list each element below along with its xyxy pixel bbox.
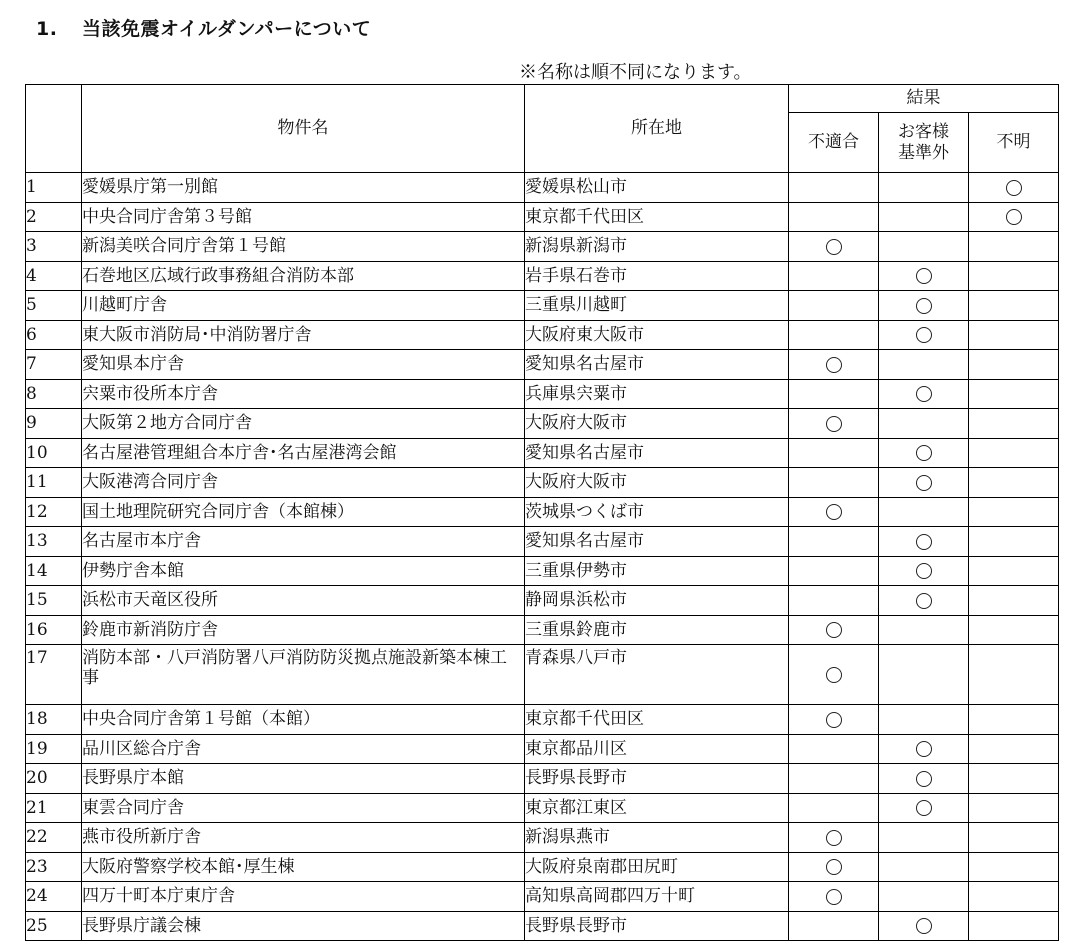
property-address: 東京都品川区 — [525, 734, 789, 764]
row-number: 4 — [26, 261, 82, 291]
table-row — [26, 911, 1059, 941]
result-unknown-cell — [969, 379, 1059, 409]
result-unknown-cell — [969, 291, 1059, 321]
result-outside-customer-criteria-cell — [879, 350, 969, 380]
header-row-1 — [26, 85, 1059, 113]
row-number: 6 — [26, 320, 82, 350]
result-unknown-cell — [969, 409, 1059, 439]
result-nonconforming-cell — [789, 793, 879, 823]
property-address: 大阪府大阪市 — [525, 468, 789, 498]
row-number: 20 — [26, 764, 82, 794]
circle-mark-icon — [916, 800, 932, 816]
table-row — [26, 438, 1059, 468]
row-number: 18 — [26, 705, 82, 735]
result-nonconforming-cell — [789, 645, 879, 705]
result-nonconforming-cell — [789, 379, 879, 409]
property-address: 愛知県名古屋市 — [525, 350, 789, 380]
row-number: 10 — [26, 438, 82, 468]
result-unknown-cell — [969, 350, 1059, 380]
row-number: 1 — [26, 173, 82, 203]
circle-mark-icon — [826, 830, 842, 846]
result-nonconforming-cell — [789, 291, 879, 321]
header-address: 所在地 — [525, 85, 789, 173]
result-unknown-cell — [969, 497, 1059, 527]
result-outside-customer-criteria-cell — [879, 232, 969, 262]
property-address: 大阪府泉南郡田尻町 — [525, 852, 789, 882]
table-row — [26, 261, 1059, 291]
circle-mark-icon — [826, 622, 842, 638]
result-nonconforming-cell — [789, 350, 879, 380]
result-nonconforming-cell — [789, 173, 879, 203]
property-name: 愛知県本庁舎 — [82, 350, 525, 380]
result-nonconforming-cell — [789, 911, 879, 941]
result-outside-customer-criteria-cell — [879, 173, 969, 203]
circle-mark-icon — [916, 593, 932, 609]
property-name: 愛媛県庁第一別館 — [82, 173, 525, 203]
result-unknown-cell — [969, 852, 1059, 882]
table-row — [26, 409, 1059, 439]
result-outside-customer-criteria-cell — [879, 734, 969, 764]
row-number: 17 — [26, 645, 82, 705]
result-nonconforming-cell — [789, 261, 879, 291]
section-number: 1. — [36, 18, 58, 40]
property-name: 東大阪市消防局･中消防署庁舎 — [82, 320, 525, 350]
result-unknown-cell — [969, 556, 1059, 586]
property-name: 名古屋市本庁舎 — [82, 527, 525, 557]
result-unknown-cell — [969, 823, 1059, 853]
row-number: 13 — [26, 527, 82, 557]
result-unknown-cell — [969, 438, 1059, 468]
result-outside-customer-criteria-cell — [879, 764, 969, 794]
section-heading — [36, 14, 371, 41]
circle-mark-icon — [916, 445, 932, 461]
row-number: 25 — [26, 911, 82, 941]
result-unknown-cell — [969, 645, 1059, 705]
circle-mark-icon — [916, 918, 932, 934]
property-name: 四万十町本庁東庁舎 — [82, 882, 525, 912]
header-unknown: 不明 — [969, 113, 1059, 173]
result-nonconforming-cell — [789, 497, 879, 527]
row-number: 11 — [26, 468, 82, 498]
table-row — [26, 764, 1059, 794]
result-unknown-cell — [969, 261, 1059, 291]
result-unknown-cell — [969, 705, 1059, 735]
result-nonconforming-cell — [789, 615, 879, 645]
property-name: 長野県庁議会棟 — [82, 911, 525, 941]
result-unknown-cell — [969, 911, 1059, 941]
property-address: 高知県高岡郡四万十町 — [525, 882, 789, 912]
property-address: 静岡県浜松市 — [525, 586, 789, 616]
result-nonconforming-cell — [789, 527, 879, 557]
property-name: 品川区総合庁舎 — [82, 734, 525, 764]
table-row — [26, 320, 1059, 350]
property-address: 大阪府東大阪市 — [525, 320, 789, 350]
result-outside-customer-criteria-cell — [879, 438, 969, 468]
result-unknown-cell — [969, 764, 1059, 794]
table-row — [26, 468, 1059, 498]
result-unknown-cell — [969, 320, 1059, 350]
result-outside-customer-criteria-cell — [879, 261, 969, 291]
result-unknown-cell — [969, 527, 1059, 557]
result-nonconforming-cell — [789, 852, 879, 882]
damper-property-table — [25, 84, 1059, 941]
property-address: 三重県伊勢市 — [525, 556, 789, 586]
result-outside-customer-criteria-cell — [879, 379, 969, 409]
table-row — [26, 734, 1059, 764]
circle-mark-icon — [826, 889, 842, 905]
property-name: 宍粟市役所本庁舎 — [82, 379, 525, 409]
result-outside-customer-criteria-cell — [879, 793, 969, 823]
property-address: 茨城県つくば市 — [525, 497, 789, 527]
property-name: 長野県庁本館 — [82, 764, 525, 794]
table-body — [26, 173, 1059, 941]
row-number: 23 — [26, 852, 82, 882]
circle-mark-icon — [826, 712, 842, 728]
circle-mark-icon — [916, 741, 932, 757]
property-address: 兵庫県宍粟市 — [525, 379, 789, 409]
header-property-name: 物件名 — [82, 85, 525, 173]
result-nonconforming-cell — [789, 823, 879, 853]
property-name: 東雲合同庁舎 — [82, 793, 525, 823]
section-title: 当該免震オイルダンパーについて — [82, 18, 372, 40]
circle-mark-icon — [826, 239, 842, 255]
row-number: 14 — [26, 556, 82, 586]
row-number: 16 — [26, 615, 82, 645]
circle-mark-icon — [916, 771, 932, 787]
result-nonconforming-cell — [789, 705, 879, 735]
property-name: 大阪港湾合同庁舎 — [82, 468, 525, 498]
table-row — [26, 232, 1059, 262]
result-nonconforming-cell — [789, 764, 879, 794]
table-row — [26, 497, 1059, 527]
table-row — [26, 350, 1059, 380]
circle-mark-icon — [916, 298, 932, 314]
result-nonconforming-cell — [789, 202, 879, 232]
result-nonconforming-cell — [789, 468, 879, 498]
circle-mark-icon — [916, 386, 932, 402]
property-address: 愛媛県松山市 — [525, 173, 789, 203]
table-row — [26, 379, 1059, 409]
row-number: 2 — [26, 202, 82, 232]
result-unknown-cell — [969, 586, 1059, 616]
result-nonconforming-cell — [789, 882, 879, 912]
result-outside-customer-criteria-cell — [879, 823, 969, 853]
result-outside-customer-criteria-cell — [879, 497, 969, 527]
property-address: 大阪府大阪市 — [525, 409, 789, 439]
property-address: 愛知県名古屋市 — [525, 527, 789, 557]
row-number: 21 — [26, 793, 82, 823]
result-outside-customer-criteria-cell — [879, 882, 969, 912]
property-name: 中央合同庁舎第３号館 — [82, 202, 525, 232]
property-name: 大阪第２地方合同庁舎 — [82, 409, 525, 439]
property-address: 新潟県燕市 — [525, 823, 789, 853]
property-name: 石巻地区広域行政事務組合消防本部 — [82, 261, 525, 291]
result-nonconforming-cell — [789, 586, 879, 616]
circle-mark-icon — [916, 268, 932, 284]
table-row — [26, 852, 1059, 882]
result-unknown-cell — [969, 793, 1059, 823]
property-address: 岩手県石巻市 — [525, 261, 789, 291]
result-outside-customer-criteria-cell — [879, 645, 969, 705]
result-outside-customer-criteria-cell — [879, 911, 969, 941]
row-number: 8 — [26, 379, 82, 409]
table-row — [26, 823, 1059, 853]
property-address: 東京都千代田区 — [525, 705, 789, 735]
property-address: 東京都江東区 — [525, 793, 789, 823]
result-outside-customer-criteria-cell — [879, 556, 969, 586]
row-number: 3 — [26, 232, 82, 262]
property-address: 三重県川越町 — [525, 291, 789, 321]
result-nonconforming-cell — [789, 320, 879, 350]
result-nonconforming-cell — [789, 409, 879, 439]
property-address: 青森県八戸市 — [525, 645, 789, 705]
header-nonconforming: 不適合 — [789, 113, 879, 173]
result-unknown-cell — [969, 734, 1059, 764]
circle-mark-icon — [1006, 209, 1022, 225]
result-outside-customer-criteria-cell — [879, 615, 969, 645]
circle-mark-icon — [916, 475, 932, 491]
result-unknown-cell — [969, 173, 1059, 203]
result-outside-customer-criteria-cell — [879, 852, 969, 882]
circle-mark-icon — [826, 859, 842, 875]
result-outside-customer-criteria-cell — [879, 291, 969, 321]
table-row — [26, 556, 1059, 586]
property-name: 名古屋港管理組合本庁舎･名古屋港湾会館 — [82, 438, 525, 468]
property-address: 愛知県名古屋市 — [525, 438, 789, 468]
result-unknown-cell — [969, 232, 1059, 262]
circle-mark-icon — [916, 563, 932, 579]
property-name: 浜松市天竜区役所 — [82, 586, 525, 616]
row-number: 19 — [26, 734, 82, 764]
table-row — [26, 882, 1059, 912]
result-outside-customer-criteria-cell — [879, 320, 969, 350]
property-name: 消防本部・八戸消防署八戸消防防災拠点施設新築本棟工事 — [82, 645, 525, 705]
table-row — [26, 705, 1059, 735]
order-note: ※名称は順不同になります。 — [519, 62, 752, 83]
header-outside-customer-criteria: お客様 基準外 — [879, 113, 969, 173]
circle-mark-icon — [916, 534, 932, 550]
result-unknown-cell — [969, 468, 1059, 498]
table-row — [26, 615, 1059, 645]
result-outside-customer-criteria-cell — [879, 705, 969, 735]
header-no — [26, 85, 82, 173]
result-nonconforming-cell — [789, 438, 879, 468]
result-nonconforming-cell — [789, 556, 879, 586]
circle-mark-icon — [826, 357, 842, 373]
property-name: 大阪府警察学校本館･厚生棟 — [82, 852, 525, 882]
property-address: 東京都千代田区 — [525, 202, 789, 232]
row-number: 7 — [26, 350, 82, 380]
property-name: 川越町庁舎 — [82, 291, 525, 321]
table-row — [26, 645, 1059, 705]
row-number: 5 — [26, 291, 82, 321]
result-outside-customer-criteria-cell — [879, 409, 969, 439]
table-row — [26, 586, 1059, 616]
table-row — [26, 291, 1059, 321]
table-row — [26, 527, 1059, 557]
circle-mark-icon — [826, 416, 842, 432]
row-number: 24 — [26, 882, 82, 912]
result-unknown-cell — [969, 882, 1059, 912]
result-nonconforming-cell — [789, 734, 879, 764]
circle-mark-icon — [826, 504, 842, 520]
property-name: 中央合同庁舎第１号館（本館） — [82, 705, 525, 735]
property-name: 新潟美咲合同庁舎第１号館 — [82, 232, 525, 262]
row-number: 15 — [26, 586, 82, 616]
row-number: 9 — [26, 409, 82, 439]
table-row — [26, 202, 1059, 232]
table-row — [26, 173, 1059, 203]
circle-mark-icon — [826, 667, 842, 683]
result-outside-customer-criteria-cell — [879, 202, 969, 232]
result-unknown-cell — [969, 202, 1059, 232]
row-number: 22 — [26, 823, 82, 853]
header-result: 結果 — [789, 85, 1059, 113]
row-number: 12 — [26, 497, 82, 527]
property-address: 新潟県新潟市 — [525, 232, 789, 262]
property-name: 燕市役所新庁舎 — [82, 823, 525, 853]
property-address: 長野県長野市 — [525, 911, 789, 941]
property-address: 長野県長野市 — [525, 764, 789, 794]
result-unknown-cell — [969, 615, 1059, 645]
result-outside-customer-criteria-cell — [879, 586, 969, 616]
table-row — [26, 793, 1059, 823]
circle-mark-icon — [916, 327, 932, 343]
circle-mark-icon — [1006, 180, 1022, 196]
property-name: 伊勢庁舎本館 — [82, 556, 525, 586]
result-outside-customer-criteria-cell — [879, 527, 969, 557]
result-outside-customer-criteria-cell — [879, 468, 969, 498]
result-nonconforming-cell — [789, 232, 879, 262]
property-address: 三重県鈴鹿市 — [525, 615, 789, 645]
property-name: 国土地理院研究合同庁舎（本館棟） — [82, 497, 525, 527]
property-name: 鈴鹿市新消防庁舎 — [82, 615, 525, 645]
